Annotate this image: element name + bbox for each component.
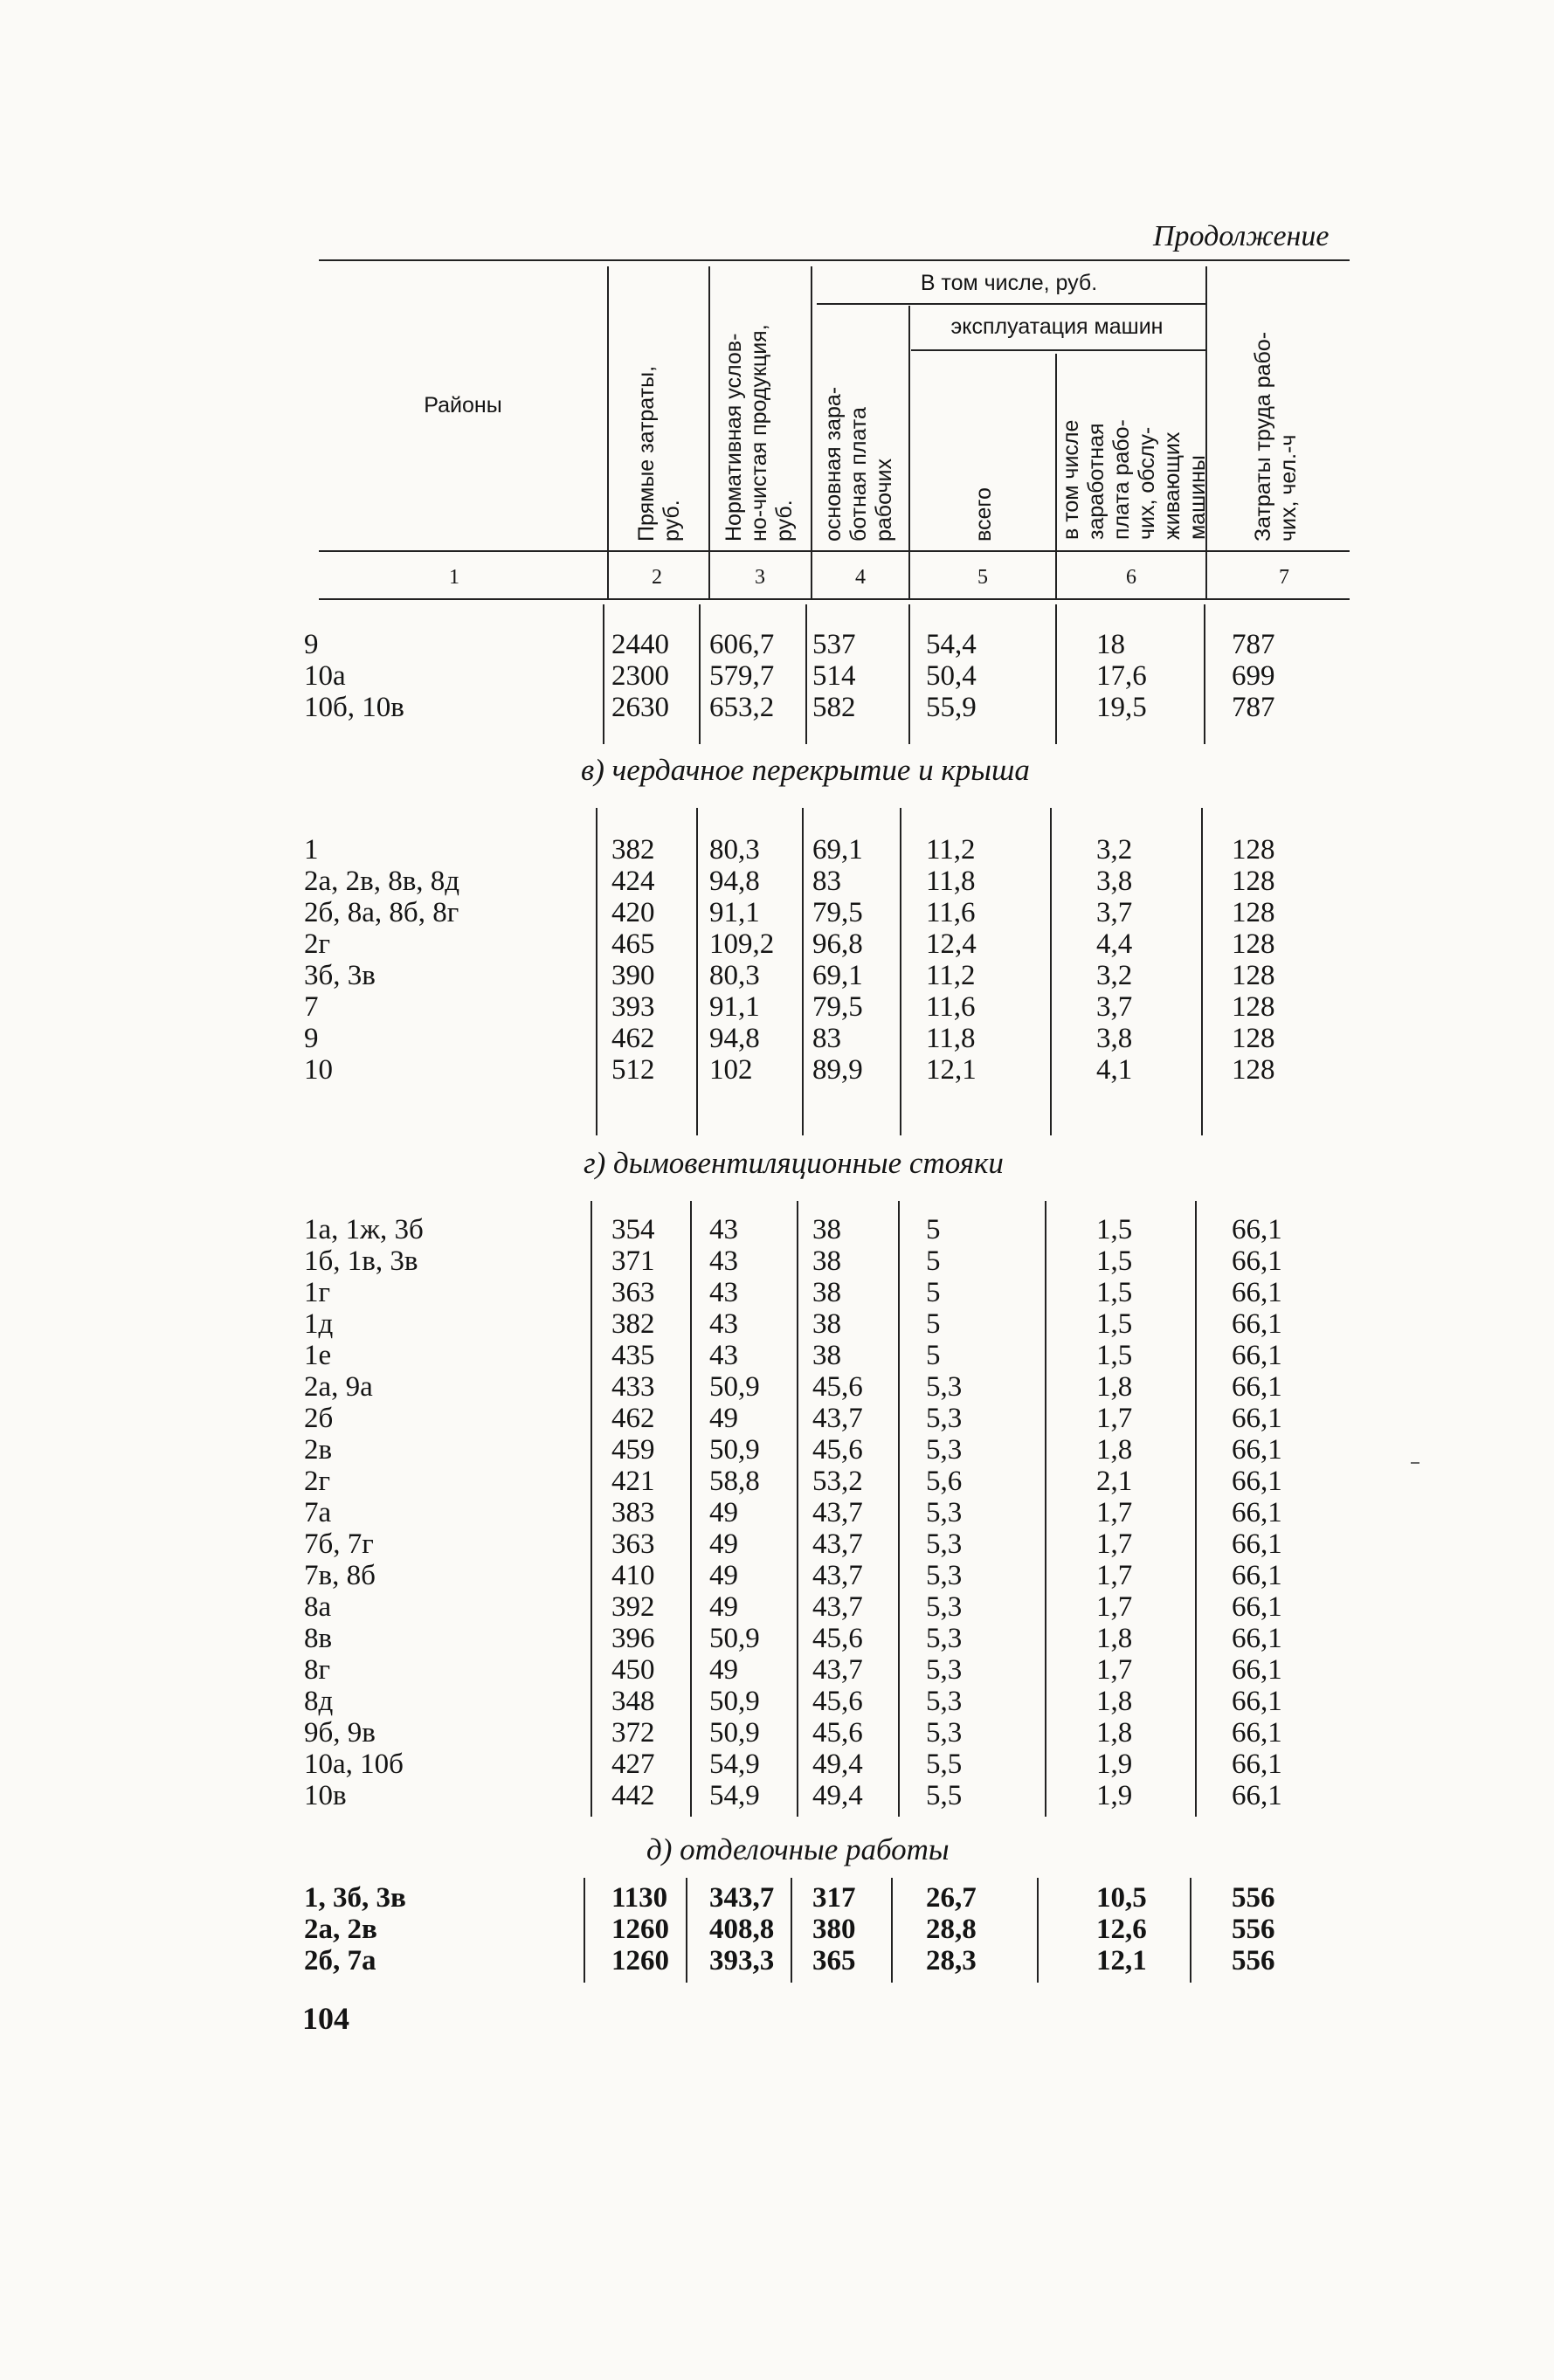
cell-machinist-wage: 1,5 [1096,1214,1133,1245]
table-row [0,1717,1554,1749]
cell-machinist-wage: 1,9 [1096,1780,1133,1811]
cell-machinist-wage: 4,4 [1096,928,1133,960]
cell-labor-costs: 66,1 [1232,1466,1282,1497]
cell-base-wage: 69,1 [812,834,863,866]
cell-machinist-wage: 3,8 [1096,866,1133,897]
cell-normative-output: 91,1 [709,991,760,1023]
cell-direct-costs: 390 [611,960,655,991]
section-title: д) отделочные работы [646,1832,950,1866]
table-row [0,1434,1554,1466]
continuation-label: Продолжение [1153,220,1330,252]
including-rule [817,303,1206,305]
cell-district: 2г [304,1466,331,1497]
cell-machines-total: 5,3 [926,1403,963,1434]
cell-labor-costs: 556 [1232,1945,1275,1976]
cell-labor-costs: 66,1 [1232,1780,1282,1811]
cell-labor-costs: 66,1 [1232,1371,1282,1403]
cell-normative-output: 343,7 [709,1882,775,1914]
cell-direct-costs: 396 [611,1623,655,1654]
header-normative-output: Нормативная услов- но-чистая продукция, руб. [722,324,797,542]
cell-machinist-wage: 1,5 [1096,1340,1133,1371]
cell-district: 2а, 9а [304,1371,373,1403]
cell-normative-output: 50,9 [709,1623,760,1654]
cell-base-wage: 83 [812,866,841,897]
cell-labor-costs: 66,1 [1232,1214,1282,1245]
cell-direct-costs: 424 [611,866,655,897]
cell-machines-total: 5,3 [926,1371,963,1403]
cell-machinist-wage: 1,7 [1096,1591,1133,1623]
cell-direct-costs: 363 [611,1528,655,1560]
cell-base-wage: 537 [812,629,856,660]
cell-district: 10б, 10в [304,692,404,723]
cell-labor-costs: 787 [1232,692,1275,723]
cell-machines-total: 5,5 [926,1780,963,1811]
cell-machines-total: 12,1 [926,1054,977,1086]
cell-base-wage: 43,7 [812,1528,863,1560]
cell-labor-costs: 66,1 [1232,1403,1282,1434]
cell-labor-costs: 66,1 [1232,1277,1282,1308]
cell-district: 2а, 2в, 8в, 8д [304,866,460,897]
cell-district: 3б, 3в [304,960,376,991]
cell-normative-output: 50,9 [709,1686,760,1717]
cell-labor-costs: 66,1 [1232,1623,1282,1654]
cell-district: 10в [304,1780,347,1811]
table-row [0,960,1554,991]
cell-machines-total: 5,3 [926,1497,963,1528]
cell-direct-costs: 372 [611,1717,655,1749]
cell-normative-output: 408,8 [709,1914,775,1945]
table-row [0,897,1554,928]
table-row [0,1623,1554,1654]
cell-labor-costs: 66,1 [1232,1717,1282,1749]
cell-normative-output: 49 [709,1497,738,1528]
cell-normative-output: 49 [709,1528,738,1560]
cell-machinist-wage: 1,8 [1096,1623,1133,1654]
cell-base-wage: 49,4 [812,1749,863,1780]
cell-machines-total: 5 [926,1214,941,1245]
header-bottom-rule [319,550,1350,552]
cell-labor-costs: 66,1 [1232,1654,1282,1686]
cell-machines-total: 5 [926,1340,941,1371]
cell-machines-total: 5 [926,1308,941,1340]
cell-machinist-wage: 12,6 [1096,1914,1147,1945]
cell-normative-output: 653,2 [709,692,775,723]
cell-machines-total: 5,5 [926,1749,963,1780]
cell-machinist-wage: 1,8 [1096,1371,1133,1403]
cell-district: 8д [304,1686,334,1717]
cell-base-wage: 45,6 [812,1686,863,1717]
cell-labor-costs: 66,1 [1232,1686,1282,1717]
cell-machines-total: 5,3 [926,1434,963,1466]
cell-direct-costs: 392 [611,1591,655,1623]
cell-base-wage: 514 [812,660,856,692]
cell-machinist-wage: 3,7 [1096,991,1133,1023]
cell-machinist-wage: 17,6 [1096,660,1147,692]
cell-labor-costs: 66,1 [1232,1245,1282,1277]
header-top-rule [319,259,1350,261]
cell-base-wage: 38 [812,1277,841,1308]
cell-base-wage: 53,2 [812,1466,863,1497]
col-number: 1 [449,566,459,589]
cell-normative-output: 91,1 [709,897,760,928]
cell-machines-total: 11,2 [926,960,976,991]
cell-labor-costs: 128 [1232,1054,1275,1086]
header-divider [708,266,710,598]
cell-labor-costs: 128 [1232,866,1275,897]
cell-machines-total: 11,6 [926,991,976,1023]
cell-machinist-wage: 4,1 [1096,1054,1133,1086]
cell-base-wage: 45,6 [812,1717,863,1749]
header-base-wage: основная зара- ботная плата рабочих [821,386,896,542]
cell-machines-total: 11,8 [926,866,976,897]
colnum-bottom-rule [319,598,1350,600]
cell-base-wage: 43,7 [812,1560,863,1591]
cell-base-wage: 43,7 [812,1403,863,1434]
cell-base-wage: 38 [812,1308,841,1340]
cell-machines-total: 50,4 [926,660,977,692]
cell-district: 10а, 10б [304,1749,404,1780]
cell-machinist-wage: 3,7 [1096,897,1133,928]
cell-base-wage: 83 [812,1023,841,1054]
cell-labor-costs: 66,1 [1232,1434,1282,1466]
cell-machines-total: 28,3 [926,1945,977,1976]
header-machine-operation: эксплуатация машин [950,314,1164,339]
cell-machinist-wage: 1,7 [1096,1560,1133,1591]
table-row [0,991,1554,1023]
header-including: В том числе, руб. [920,271,1098,295]
cell-machinist-wage: 1,9 [1096,1749,1133,1780]
cell-direct-costs: 382 [611,1308,655,1340]
cell-normative-output: 94,8 [709,866,760,897]
table-row [0,1466,1554,1497]
cell-normative-output: 58,8 [709,1466,760,1497]
cell-base-wage: 38 [812,1340,841,1371]
page-number: 104 [302,2001,349,2036]
cell-district: 1б, 1в, 3в [304,1245,418,1277]
cell-machines-total: 5,6 [926,1466,963,1497]
cell-base-wage: 43,7 [812,1591,863,1623]
cell-labor-costs: 66,1 [1232,1749,1282,1780]
table-row [0,866,1554,897]
table-row [0,1560,1554,1591]
cell-base-wage: 96,8 [812,928,863,960]
header-divider [908,306,910,598]
cell-machinist-wage: 1,7 [1096,1654,1133,1686]
cell-direct-costs: 410 [611,1560,655,1591]
cell-normative-output: 43 [709,1277,738,1308]
cell-district: 9б, 9в [304,1717,376,1749]
cell-direct-costs: 450 [611,1654,655,1686]
cell-normative-output: 43 [709,1340,738,1371]
cell-labor-costs: 66,1 [1232,1308,1282,1340]
cell-machinist-wage: 1,5 [1096,1245,1133,1277]
cell-machines-total: 11,6 [926,897,976,928]
table-row [0,1780,1554,1811]
cell-district: 1г [304,1277,331,1308]
table-row [0,1945,1554,1976]
machines-rule [911,349,1206,351]
table-row [0,1497,1554,1528]
cell-direct-costs: 2300 [611,660,669,692]
header-divider [1055,354,1057,598]
cell-normative-output: 50,9 [709,1717,760,1749]
cell-labor-costs: 787 [1232,629,1275,660]
cell-normative-output: 579,7 [709,660,775,692]
header-districts: Районы [424,393,502,417]
table-row [0,1023,1554,1054]
cell-machines-total: 26,7 [926,1882,977,1914]
cell-labor-costs: 699 [1232,660,1275,692]
table-row [0,1054,1554,1086]
cell-normative-output: 43 [709,1245,738,1277]
cell-labor-costs: 128 [1232,991,1275,1023]
print-speck [1411,1462,1419,1464]
cell-labor-costs: 128 [1232,928,1275,960]
cell-direct-costs: 1130 [611,1882,668,1914]
cell-machinist-wage: 10,5 [1096,1882,1147,1914]
table-row [0,1308,1554,1340]
cell-labor-costs: 128 [1232,1023,1275,1054]
cell-direct-costs: 1260 [611,1945,669,1976]
cell-labor-costs: 66,1 [1232,1497,1282,1528]
table-row [0,629,1554,660]
cell-district: 7 [304,991,319,1023]
cell-district: 1, 3б, 3в [304,1882,406,1914]
cell-direct-costs: 1260 [611,1914,669,1945]
cell-normative-output: 49 [709,1591,738,1623]
cell-district: 2г [304,928,331,960]
header-incl-wage-machinists: в том числе заработная плата рабо- чих, обслу- живающих машины [1059,419,1210,540]
cell-district: 2б, 7а [304,1945,376,1976]
cell-machines-total: 5,3 [926,1654,963,1686]
cell-machines-total: 5,3 [926,1528,963,1560]
cell-machinist-wage: 3,2 [1096,834,1133,866]
section-title: в) чердачное перекрытие и крыша [581,753,1030,787]
cell-district: 8в [304,1623,333,1654]
table-row [0,1654,1554,1686]
cell-labor-costs: 66,1 [1232,1340,1282,1371]
col-number: 2 [652,566,662,589]
cell-normative-output: 102 [709,1054,753,1086]
cell-district: 10 [304,1054,333,1086]
col-number: 3 [755,566,765,589]
cell-direct-costs: 382 [611,834,655,866]
cell-machinist-wage: 1,5 [1096,1277,1133,1308]
cell-district: 2а, 2в [304,1914,377,1945]
cell-direct-costs: 421 [611,1466,655,1497]
cell-direct-costs: 2440 [611,629,669,660]
table-row [0,1214,1554,1245]
cell-machinist-wage: 1,8 [1096,1434,1133,1466]
cell-base-wage: 43,7 [812,1497,863,1528]
cell-base-wage: 38 [812,1214,841,1245]
cell-direct-costs: 462 [611,1403,655,1434]
cell-normative-output: 49 [709,1403,738,1434]
table-row [0,1882,1554,1914]
cell-machinist-wage: 2,1 [1096,1466,1133,1497]
cell-direct-costs: 354 [611,1214,655,1245]
cell-labor-costs: 128 [1232,834,1275,866]
table-row [0,1528,1554,1560]
cell-direct-costs: 348 [611,1686,655,1717]
table-row [0,1245,1554,1277]
cell-machinist-wage: 1,8 [1096,1717,1133,1749]
cell-normative-output: 80,3 [709,960,760,991]
cell-district: 1е [304,1340,332,1371]
col-number: 7 [1279,566,1289,589]
cell-district: 1а, 1ж, 3б [304,1214,424,1245]
cell-normative-output: 606,7 [709,629,775,660]
cell-machines-total: 5,3 [926,1591,963,1623]
table-row [0,834,1554,866]
col-number: 4 [855,566,866,589]
cell-normative-output: 50,9 [709,1371,760,1403]
cell-machinist-wage: 1,7 [1096,1497,1133,1528]
cell-machines-total: 5,3 [926,1717,963,1749]
cell-direct-costs: 442 [611,1780,655,1811]
table-row [0,692,1554,723]
col-number: 5 [977,566,988,589]
cell-district: 10а [304,660,346,692]
cell-machinist-wage: 1,8 [1096,1686,1133,1717]
cell-direct-costs: 465 [611,928,655,960]
cell-base-wage: 317 [812,1882,856,1914]
cell-normative-output: 49 [709,1654,738,1686]
cell-machinist-wage: 1,5 [1096,1308,1133,1340]
cell-machinist-wage: 19,5 [1096,692,1147,723]
header-direct-costs: Прямые затраты, руб. [634,365,684,542]
cell-direct-costs: 363 [611,1277,655,1308]
cell-machines-total: 28,8 [926,1914,977,1945]
cell-machines-total: 5,3 [926,1623,963,1654]
cell-normative-output: 43 [709,1308,738,1340]
cell-machinist-wage: 12,1 [1096,1945,1147,1976]
cell-normative-output: 94,8 [709,1023,760,1054]
cell-machines-total: 11,2 [926,834,976,866]
table-row [0,1686,1554,1717]
cell-direct-costs: 462 [611,1023,655,1054]
table-row [0,1371,1554,1403]
table-row [0,1403,1554,1434]
header-divider [811,266,812,598]
cell-base-wage: 38 [812,1245,841,1277]
cell-district: 1д [304,1308,334,1340]
cell-base-wage: 49,4 [812,1780,863,1811]
cell-normative-output: 50,9 [709,1434,760,1466]
table-row [0,928,1554,960]
table-row [0,1340,1554,1371]
cell-direct-costs: 371 [611,1245,655,1277]
cell-district: 7в, 8б [304,1560,376,1591]
cell-normative-output: 393,3 [709,1945,775,1976]
cell-machines-total: 54,4 [926,629,977,660]
cell-base-wage: 79,5 [812,991,863,1023]
cell-base-wage: 69,1 [812,960,863,991]
cell-district: 7б, 7г [304,1528,374,1560]
header-total: всего [971,487,996,542]
cell-base-wage: 43,7 [812,1654,863,1686]
cell-direct-costs: 427 [611,1749,655,1780]
cell-direct-costs: 2630 [611,692,669,723]
cell-machines-total: 12,4 [926,928,977,960]
cell-normative-output: 49 [709,1560,738,1591]
cell-normative-output: 54,9 [709,1749,760,1780]
cell-machinist-wage: 3,8 [1096,1023,1133,1054]
cell-base-wage: 380 [812,1914,856,1945]
cell-district: 9 [304,629,319,660]
cell-direct-costs: 459 [611,1434,655,1466]
cell-machinist-wage: 3,2 [1096,960,1133,991]
table-row [0,1277,1554,1308]
cell-direct-costs: 383 [611,1497,655,1528]
cell-direct-costs: 433 [611,1371,655,1403]
cell-direct-costs: 512 [611,1054,655,1086]
cell-labor-costs: 556 [1232,1882,1275,1914]
cell-direct-costs: 393 [611,991,655,1023]
cell-district: 2в [304,1434,333,1466]
cell-district: 9 [304,1023,319,1054]
cell-machinist-wage: 18 [1096,629,1125,660]
cell-district: 8а [304,1591,332,1623]
cell-normative-output: 54,9 [709,1780,760,1811]
table-row [0,1914,1554,1945]
cell-district: 8г [304,1654,331,1686]
cell-base-wage: 45,6 [812,1623,863,1654]
cell-normative-output: 109,2 [709,928,775,960]
cell-machines-total: 11,8 [926,1023,976,1054]
cell-district: 7а [304,1497,332,1528]
cell-machines-total: 55,9 [926,692,977,723]
cell-base-wage: 365 [812,1945,856,1976]
cell-machinist-wage: 1,7 [1096,1403,1133,1434]
cell-normative-output: 80,3 [709,834,760,866]
cell-labor-costs: 66,1 [1232,1528,1282,1560]
cell-labor-costs: 66,1 [1232,1560,1282,1591]
cell-base-wage: 89,9 [812,1054,863,1086]
cell-machines-total: 5,3 [926,1686,963,1717]
cell-labor-costs: 128 [1232,897,1275,928]
cell-district: 2б, 8а, 8б, 8г [304,897,459,928]
section-title: г) дымовентиляционные стояки [584,1146,1004,1180]
cell-machines-total: 5,3 [926,1560,963,1591]
table-row [0,1591,1554,1623]
table-row [0,660,1554,692]
cell-labor-costs: 556 [1232,1914,1275,1945]
cell-labor-costs: 128 [1232,960,1275,991]
cell-base-wage: 582 [812,692,856,723]
cell-labor-costs: 66,1 [1232,1591,1282,1623]
cell-district: 1 [304,834,319,866]
cell-machinist-wage: 1,7 [1096,1528,1133,1560]
cell-direct-costs: 435 [611,1340,655,1371]
cell-base-wage: 79,5 [812,897,863,928]
cell-base-wage: 45,6 [812,1434,863,1466]
cell-direct-costs: 420 [611,897,655,928]
col-number: 6 [1126,566,1136,589]
cell-district: 2б [304,1403,334,1434]
header-labor-costs: Затраты труда рабо- чих, чел.-ч [1251,331,1301,542]
cell-base-wage: 45,6 [812,1371,863,1403]
cell-machines-total: 5 [926,1245,941,1277]
table-row [0,1749,1554,1780]
cell-machines-total: 5 [926,1277,941,1308]
cell-normative-output: 43 [709,1214,738,1245]
header-divider [607,266,609,598]
